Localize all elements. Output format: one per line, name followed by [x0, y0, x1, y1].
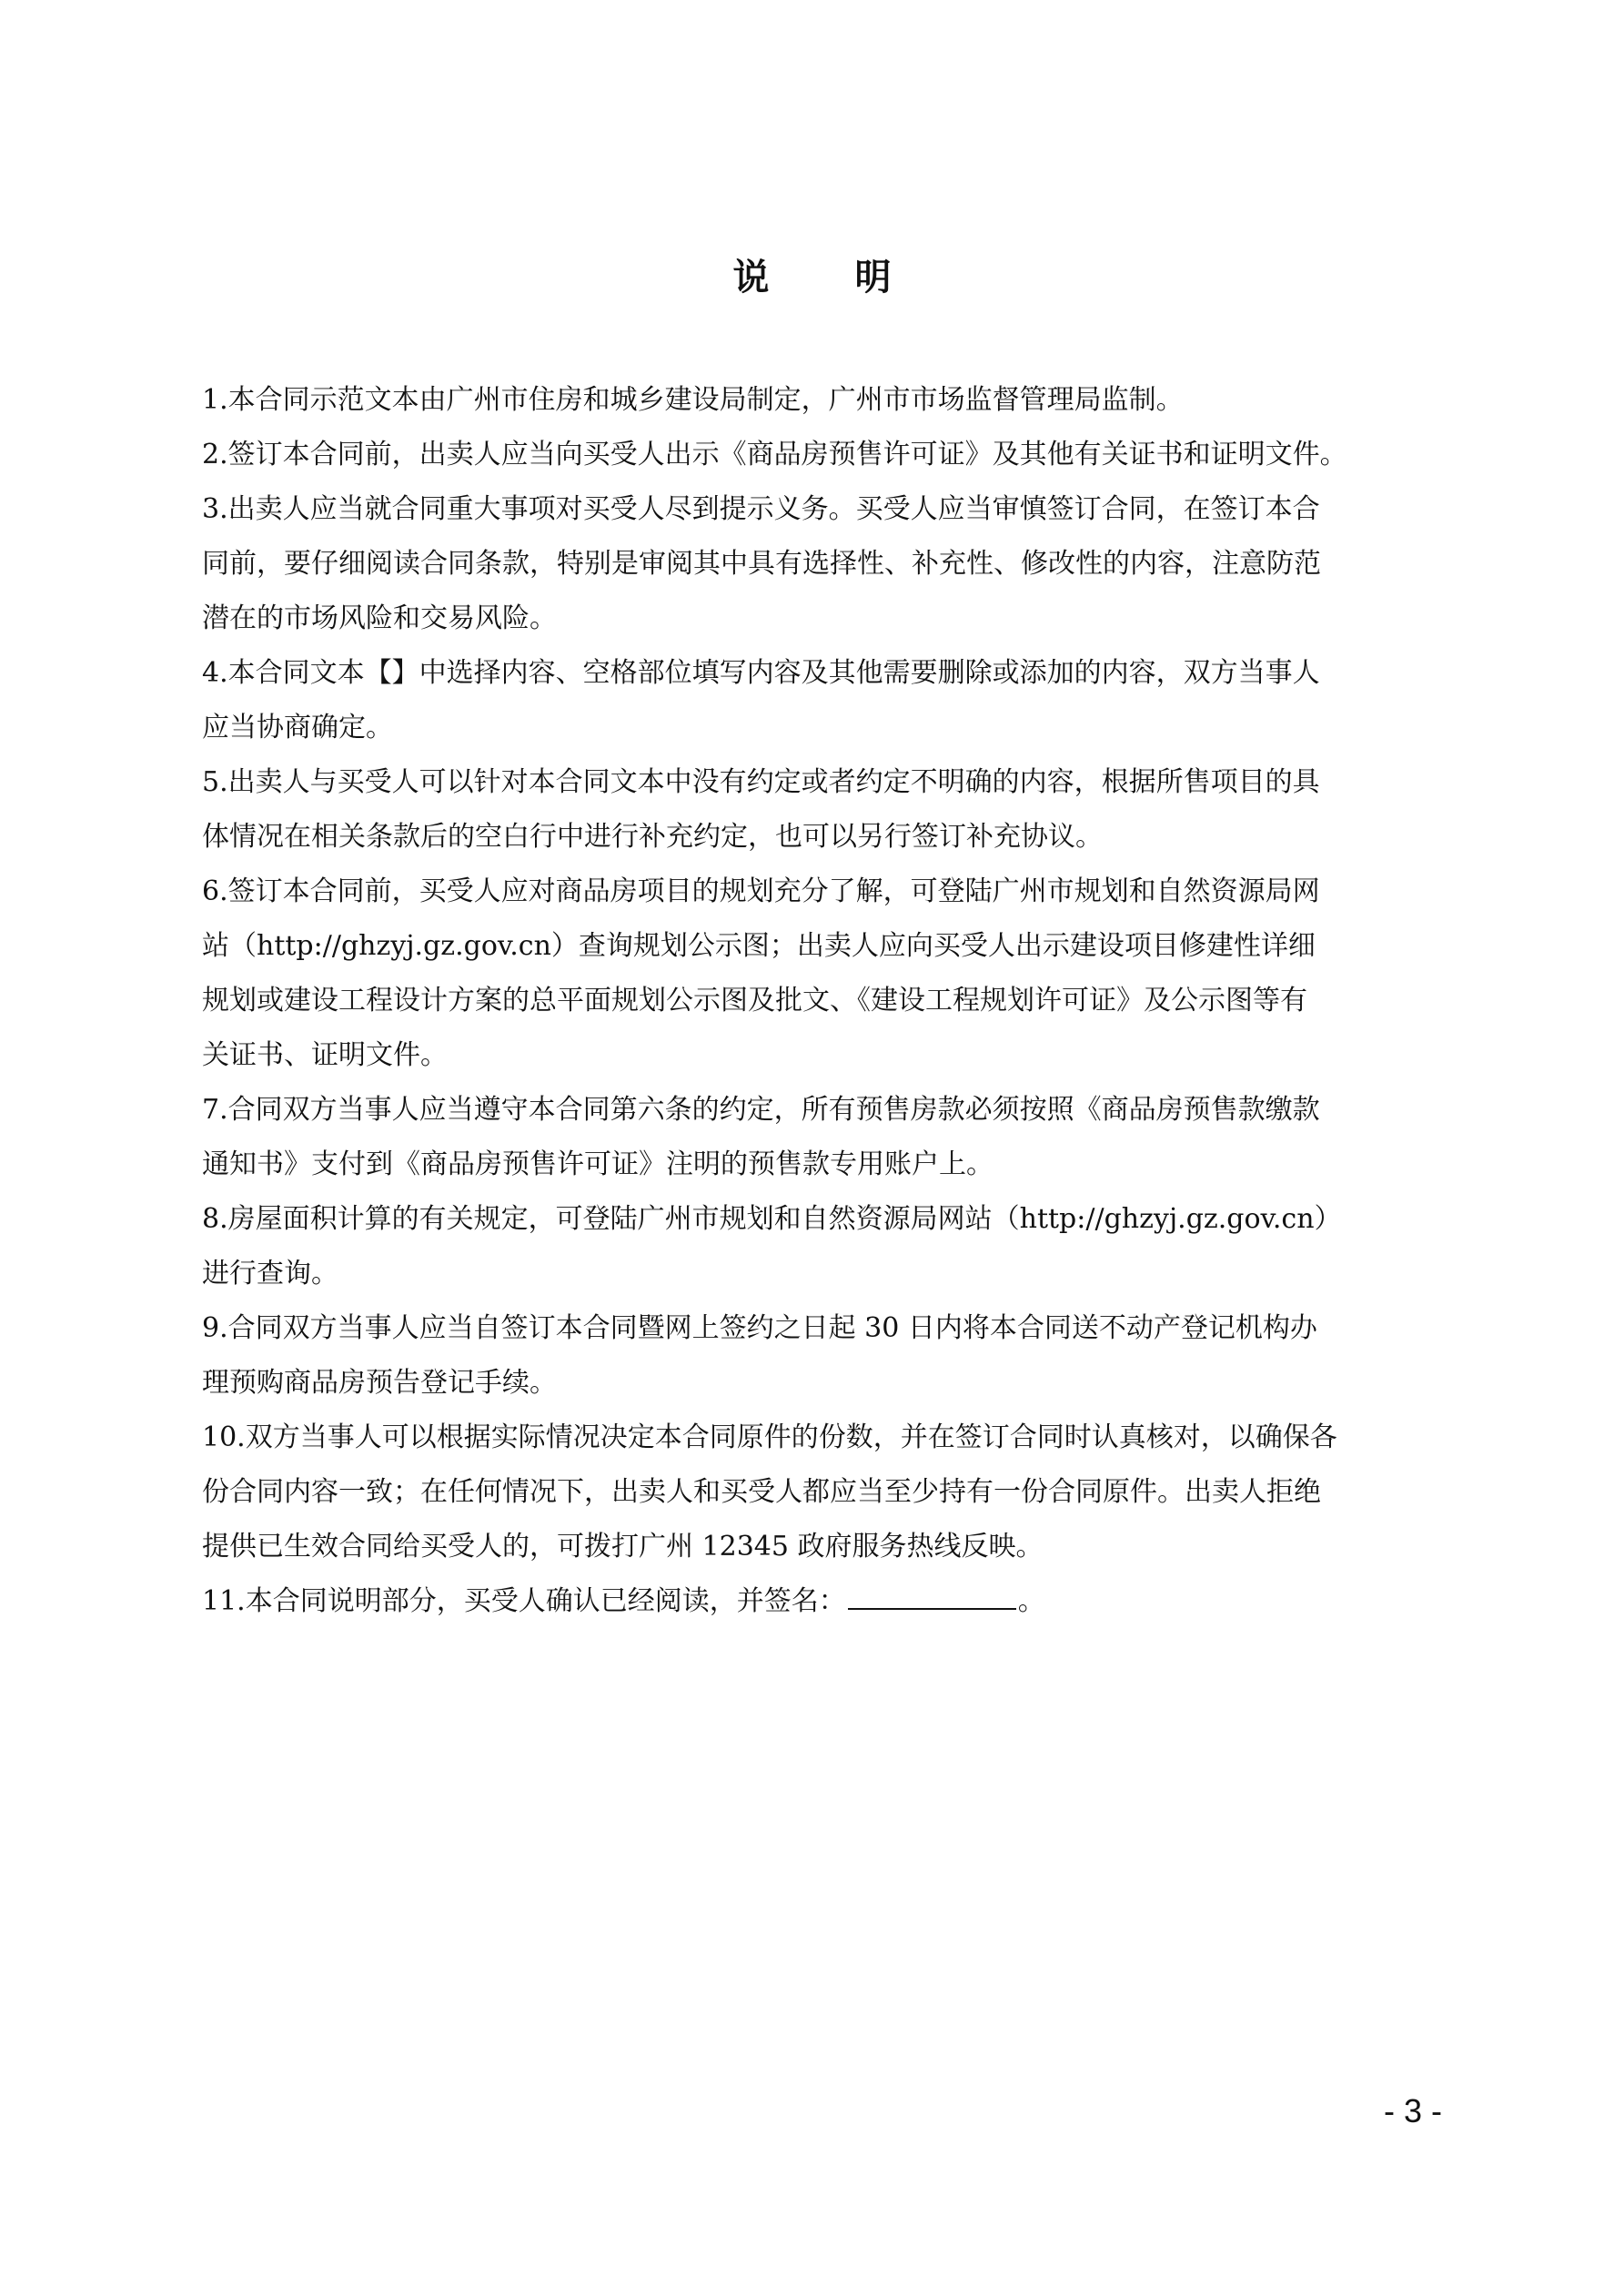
instruction-line: 理预购商品房预告登记手续。	[202, 1367, 557, 1399]
instruction-line: 7.合同双方当事人应当遵守本合同第六条的约定，所有预售房款必须按照《商品房预售款缴款	[202, 1094, 1320, 1126]
instruction-line: 2.签订本合同前，出卖人应当向买受人出示《商品房预售许可证》及其他有关证书和证明文件。	[202, 439, 1347, 470]
instruction-item-4	[202, 646, 1458, 755]
instruction-line: 提供已生效合同给买受人的，可拨打广州 12345 政府服务热线反映。	[202, 1531, 1044, 1563]
instruction-line: 9.合同双方当事人应当自签订本合同暨网上签约之日起 30 日内将本合同送不动产登记机构办	[202, 1312, 1317, 1344]
instruction-line: 6.签订本合同前，买受人应对商品房项目的规划充分了解，可登陆广州市规划和自然资源局网	[202, 875, 1320, 907]
instruction-line: 10.双方当事人可以根据实际情况决定本合同原件的份数，并在签订合同时认真核对，以确保各	[202, 1421, 1337, 1453]
instruction-item-2	[202, 428, 1458, 482]
instruction-item-5	[202, 755, 1458, 865]
instruction-item-7	[202, 1083, 1458, 1192]
instruction-line: 3.出卖人应当就合同重大事项对买受人尽到提示义务。买受人应当审慎签订合同，在签订本合	[202, 493, 1320, 525]
instruction-line: 同前，要仔细阅读合同条款，特别是审阅其中具有选择性、补充性、修改性的内容，注意防范	[202, 548, 1321, 580]
signature-field[interactable]	[848, 1581, 1016, 1610]
instruction-item-10	[202, 1411, 1458, 1574]
instruction-line: 进行查询。	[202, 1258, 338, 1290]
instruction-line: 体情况在相关条款后的空白行中进行补充约定，也可以另行签订补充协议。	[202, 821, 1103, 853]
instruction-line: 应当协商确定。	[202, 712, 393, 743]
instruction-line: 5.出卖人与买受人可以针对本合同文本中没有约定或者约定不明确的内容，根据所售项目的具	[202, 766, 1320, 798]
instruction-item-8	[202, 1192, 1458, 1301]
instruction-item-3	[202, 482, 1458, 646]
instruction-line: 关证书、证明文件。	[202, 1039, 448, 1071]
instruction-line: 站（http://ghzyj.gz.gov.cn）查询规划公示图；出卖人应向买受人出示建设项目修建性详细	[202, 930, 1316, 962]
instruction-line: 1.本合同示范文本由广州市住房和城乡建设局制定，广州市市场监督管理局监制。	[202, 384, 1184, 416]
instruction-line: 潜在的市场风险和交易风险。	[202, 602, 557, 634]
instruction-line: 8.房屋面积计算的有关规定，可登陆广州市规划和自然资源局网站（http://ghzyj.gz.gov.cn）	[202, 1203, 1342, 1235]
instruction-line: 通知书》支付到《商品房预售许可证》注明的预售款专用账户上。	[202, 1148, 994, 1180]
instruction-item-9	[202, 1301, 1458, 1411]
instruction-item-6	[202, 865, 1458, 1083]
instruction-line: 4.本合同文本【】中选择内容、空格部位填写内容及其他需要删除或添加的内容，双方当事人	[202, 657, 1320, 689]
page-title: 说 明	[732, 257, 928, 298]
signature-line-text	[202, 1574, 1458, 1629]
page-number: - 3 -	[1383, 2092, 1442, 2129]
signature-item	[202, 1574, 1458, 1629]
instruction-item-1	[202, 373, 1458, 428]
signature-prompt: 11.本合同说明部分，买受人确认已经阅读，并签名：	[202, 1585, 846, 1617]
signature-suffix: 。	[1017, 1585, 1045, 1617]
instruction-line: 份合同内容一致；在任何情况下，出卖人和买受人都应当至少持有一份合同原件。出卖人拒绝	[202, 1476, 1321, 1508]
instruction-line: 规划或建设工程设计方案的总平面规划公示图及批文、《建设工程规划许可证》及公示图等有	[202, 985, 1307, 1017]
instructions-list	[202, 373, 1458, 1629]
